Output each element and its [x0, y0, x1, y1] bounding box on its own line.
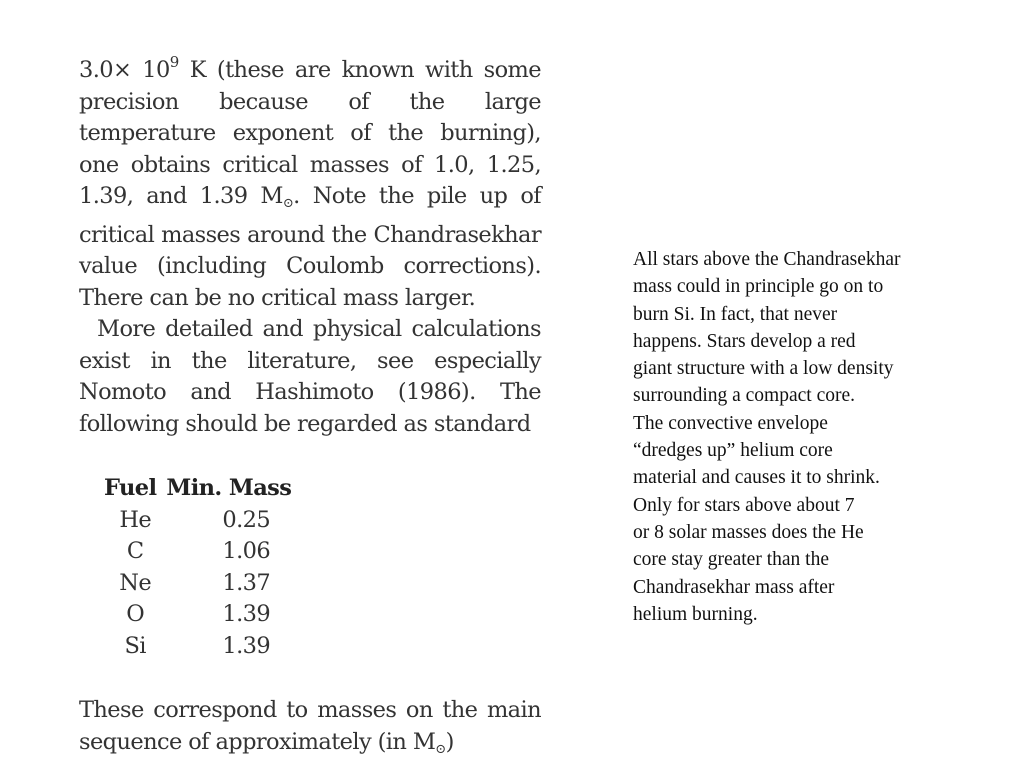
table-row — [104, 599, 301, 631]
side-note-line: giant structure with a low density — [633, 358, 894, 380]
side-note-line: Only for stars above about 7 — [633, 494, 855, 516]
table-cell-mass: 0.25 — [222, 506, 271, 533]
solar-mass-symbol: ⊙ — [282, 196, 294, 211]
paragraph-text: These correspond to masses on the main sequence of approximately (in M — [79, 697, 541, 755]
table-cell-fuel: He — [119, 506, 152, 533]
side-note-line: or 8 solar masses does the He — [633, 521, 864, 543]
side-note-line: helium burning. — [633, 603, 758, 625]
side-note-line: “dredges up” helium core — [633, 440, 833, 462]
paragraph-text: K (these are known with some precision because of the large temperature exponent of the burning), one obtains critical masses of 1.0, 1.25, 1.39, and 1.39 M — [79, 57, 541, 209]
side-note-line: happens. Stars develop a red — [633, 330, 856, 352]
table-cell-mass: 1.37 — [222, 569, 271, 596]
side-note-line: Chandrasekhar mass after — [633, 576, 835, 598]
fuel-min-mass-table — [104, 473, 301, 662]
table-row — [104, 631, 301, 663]
side-note-line: core stay greater than the — [633, 549, 829, 571]
side-note — [633, 246, 963, 628]
temperature-exponent: 9 — [169, 52, 179, 71]
paragraph-critical-masses — [79, 52, 541, 314]
paragraph-text-end: . Note the pile up of critical masses around the Chandrasekhar value (including Coulomb corrections). There can be no critical mass larger. — [79, 183, 541, 311]
paragraph-calculations: More detailed and physical calculations exist in the literature, see especially Nomoto and Hashimoto (1986). The following should be regarded as standard — [79, 316, 541, 437]
table-cell-fuel: O — [126, 601, 145, 627]
side-note-line: material and causes it to shrink. — [633, 467, 880, 489]
table-header-row — [104, 473, 301, 505]
table-row — [104, 536, 301, 568]
table-header-min-mass: Min. Mass — [166, 475, 292, 501]
table-header-fuel: Fuel — [104, 475, 157, 501]
side-note-line: The convective envelope — [633, 412, 828, 434]
table-cell-fuel: Si — [124, 632, 146, 659]
table-cell-fuel: Ne — [119, 569, 152, 596]
paragraph-main-sequence — [79, 695, 541, 765]
table-row — [104, 505, 301, 537]
side-note-line: mass could in principle go on to — [633, 276, 884, 298]
table-cell-mass: 1.39 — [222, 601, 271, 627]
solar-mass-symbol: ⊙ — [435, 741, 446, 757]
side-note-line: surrounding a compact core. — [633, 385, 856, 407]
side-note-line: burn Si. In fact, that never — [633, 303, 838, 325]
temperature-value: 3.0× 10 — [79, 57, 170, 83]
table-cell-mass: 1.39 — [222, 632, 271, 659]
paragraph-text-end: ) — [445, 728, 454, 755]
table-cell-mass: 1.06 — [222, 538, 271, 564]
table-cell-fuel: C — [126, 538, 144, 564]
document-excerpt — [79, 52, 541, 765]
side-note-line: All stars above the Chandrasekhar — [633, 249, 901, 270]
table-row — [104, 568, 301, 600]
